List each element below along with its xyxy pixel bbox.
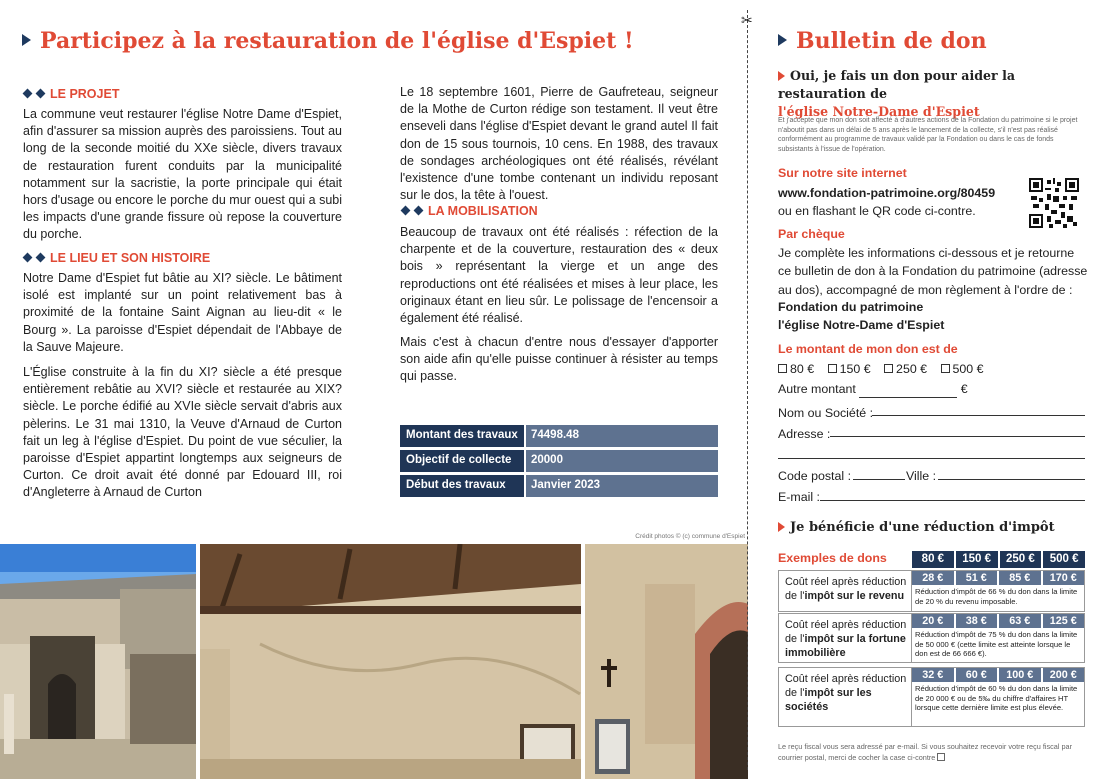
diamond-icon xyxy=(36,89,46,99)
triangle-bullet-icon xyxy=(778,34,787,46)
tax-note: Réduction d'impôt de 66 % du don dans la limite de 20 % du revenu imposable. xyxy=(915,587,1078,606)
email-field[interactable] xyxy=(820,500,1085,501)
address-field[interactable] xyxy=(830,436,1085,437)
example-amount: 250 € xyxy=(1000,551,1042,568)
mobilisation-paragraph-1: Beaucoup de travaux ont été réalisés : réfection de la charpente et de la couverture, restauration des « deux bois » représentant la vierge et un ange des reproductions ont été réalisées et mises à leur place, les originaux étant en lieu sûr. Le polissage de l'encensoir a également été réalisé. xyxy=(400,225,718,326)
info-row xyxy=(400,425,718,447)
cheque-heading: Par chèque xyxy=(778,227,845,241)
disclaimer-text: Et j'accepte que mon don soit affecté à d'autres actions de la Fondation du patrimoine si le projet n'aboutit pas dans un délai de 5 ans après le lancement de la collecte, s'il n'est pas réalisé conformément au programme de travaux validé par la Fondation ou dans le cas de fonds subsistants à l'issue de l'opération. xyxy=(778,117,1078,153)
tax-row-revenu xyxy=(778,570,1085,612)
diamond-icon xyxy=(23,253,33,263)
scissors-icon: ✂ xyxy=(741,12,753,28)
photo-credit: Crédit photos © (c) commune d'Espiet xyxy=(635,533,745,540)
projet-heading: LE PROJET xyxy=(24,87,119,101)
amount-option-500[interactable]: 500 € xyxy=(941,362,984,376)
info-value: 74498.48 xyxy=(526,425,718,447)
project-info-table xyxy=(400,425,718,500)
reduction-heading: Je bénéficie d'une réduction d'impôt xyxy=(778,520,1055,535)
checkbox[interactable] xyxy=(941,364,950,373)
info-row xyxy=(400,475,718,497)
info-label: Objectif de collecte xyxy=(400,450,524,472)
fiscal-receipt-note: Le reçu fiscal vous sera adressé par e-mail. Si vous souhaitez recevoir votre reçu fiscal par courrier postal, merci de cocher la case ci-contre xyxy=(778,742,1073,762)
postal-receipt-checkbox[interactable] xyxy=(937,753,945,761)
triangle-bullet-icon xyxy=(22,34,31,46)
other-amount-field[interactable]: Autre montant € xyxy=(778,380,968,398)
histoire-heading: LE LIEU ET SON HISTOIRE xyxy=(24,251,210,265)
church-doorway-photo xyxy=(585,544,748,779)
checkbox[interactable] xyxy=(884,364,893,373)
payee-line-1: Fondation du patrimoine xyxy=(778,300,924,314)
triangle-bullet-icon xyxy=(778,522,785,532)
amount-option-150[interactable]: 150 € xyxy=(828,362,871,376)
qr-instruction: ou en flashant le QR code ci-contre. xyxy=(778,204,976,218)
example-amount: 150 € xyxy=(956,551,998,568)
tax-values: 20 € 38 € 63 € 125 € xyxy=(912,614,1084,628)
tax-row-label: Coût réel après réduction de l'impôt sur la fortune immobilière xyxy=(785,619,907,660)
web-heading: Sur notre site internet xyxy=(778,166,907,180)
diamond-icon xyxy=(36,253,46,263)
tax-values: 32 € 60 € 100 € 200 € xyxy=(912,668,1084,682)
bulletin-subtitle: Oui, je fais un don pour aider la restauration de l'église Notre-Dame d'Espiet xyxy=(778,68,1016,119)
projet-text: La commune veut restaurer l'église Notre Dame d'Espiet, afin d'assurer sa mission auprès des paroissiens. Tout au long de la seconde moitié du XXe siècle, divers travaux de restauration furent conduits par la municipalité notamment sur la sacristie, la porte principale qui était hors d'usage ou encore le porche du mur ouest qui a subi les impacts d'une grande fissure où repose la couverture du porche. xyxy=(23,107,342,242)
cut-line xyxy=(747,10,748,770)
mobilisation-heading: LA MOBILISATION xyxy=(402,204,538,218)
amount-options xyxy=(778,360,984,378)
histoire-paragraph-1: Notre Dame d'Espiet fut bâtie au XI? siècle. Le bâtiment isolé est implanté sur un point relativement bas à proximité de la fontaine Saint Aignan au lieu-dit « le Bourg ». La paroisse d'Espiet dépendait de l'Abbaye de la Sauve Majeure. xyxy=(23,271,342,354)
checkbox[interactable] xyxy=(778,364,787,373)
amount-option-250[interactable]: 250 € xyxy=(884,362,927,376)
info-row xyxy=(400,450,718,472)
name-field-label: Nom ou Société : xyxy=(778,406,874,420)
examples-header xyxy=(778,551,1085,568)
payee-line-2: l'église Notre-Dame d'Espiet xyxy=(778,318,945,332)
diamond-icon xyxy=(23,89,33,99)
diamond-icon xyxy=(414,206,424,216)
page-title xyxy=(22,28,634,54)
examples-label: Exemples de dons xyxy=(778,551,887,565)
info-value: Janvier 2023 xyxy=(526,475,718,497)
qr-code-icon[interactable] xyxy=(1029,178,1079,228)
tax-note: Réduction d'impôt de 75 % du don dans la limite de 50 000 € (cette limite est atteinte lorsque le don est de 66 666 €). xyxy=(915,630,1078,659)
amount-option-80[interactable]: 80 € xyxy=(778,362,814,376)
testament-paragraph: Le 18 septembre 1601, Pierre de Gaufreteau, seigneur de la Mothe de Curton rédige son testament. Il veut être enseveli dans l'église d'Espiet devant le grand autel Il fait don de 15 sous tournois, 10 cens. En 1988, des travaux de sondages archéologiques ont été réalisés, révélant l'existence d'une tombe contenant un individu reposant sur le dos, la tête à l'ouest. xyxy=(400,85,718,203)
cheque-instructions: Je complète les informations ci-dessous et je retourne ce bulletin de don à la Fondation du patrimoine (adresse au dos), accompagné de mon règlement à l'ordre de : xyxy=(778,246,1088,297)
diamond-icon xyxy=(401,206,411,216)
bulletin-title: Bulletin de don xyxy=(778,28,987,54)
email-field-label: E-mail : xyxy=(778,490,820,504)
example-amount: 80 € xyxy=(912,551,954,568)
postal-field-label: Code postal : xyxy=(778,469,852,483)
tax-note: Réduction d'impôt de 60 % du don dans la limite de 20 000 € ou de 5‰ du chiffre d'affaires HT lorsque cette dernière limite est plus élevée. xyxy=(915,684,1078,713)
tax-row-label: Coût réel après réduction de l'impôt sur les sociétés xyxy=(785,673,907,714)
checkbox[interactable] xyxy=(828,364,837,373)
info-value: 20000 xyxy=(526,450,718,472)
porch-interior-photo xyxy=(200,544,581,779)
amount-heading: Le montant de mon don est de xyxy=(778,342,958,356)
histoire-paragraph-2: L'Église construite à la fin du XI? siècle a été presque entièrement rebâtie au XVI? siècle et restaurée au XIX? siècle. Le porche édifié au XVIe siècle servait d'abris aux pèlerins. Le 31 mai 1310, la Veuve d'Arnaud de Curton fait un leg à l'église d'Espiet. Du point de vue séculier, la paroisse d'Espiet appartint longtemps aux seigneurs de Curton. Ce droit avait été donné par Edouard III, roi d'Angleterre à Arnaud de Curton xyxy=(23,365,342,500)
web-url-link[interactable]: www.fondation-patrimoine.org/80459 xyxy=(778,186,996,200)
info-label: Montant des travaux xyxy=(400,425,524,447)
tax-row-societes xyxy=(778,667,1085,727)
subtitle-church-name: l'église Notre-Dame d'Espiet xyxy=(778,104,980,119)
city-field-label: Ville : xyxy=(906,469,937,483)
example-amount: 500 € xyxy=(1043,551,1085,568)
other-amount-input[interactable] xyxy=(859,386,957,398)
tax-row-ifi xyxy=(778,613,1085,663)
postal-code-field[interactable] xyxy=(853,479,905,480)
info-label: Début des travaux xyxy=(400,475,524,497)
tax-values: 28 € 51 € 85 € 170 € xyxy=(912,571,1084,585)
address-field-label: Adresse : xyxy=(778,427,831,441)
tax-row-label: Coût réel après réduction de l'impôt sur le revenu xyxy=(785,576,907,603)
triangle-bullet-icon xyxy=(778,71,785,81)
address-field-line-2[interactable] xyxy=(778,458,1085,459)
church-exterior-photo xyxy=(0,544,196,779)
mobilisation-paragraph-2: Mais c'est à chacun d'entre nous d'essayer d'apporter son aide afin qu'elle puisse continuer à résister au temps qui passe. xyxy=(400,335,718,384)
page-title-text: Participez à la restauration de l'église d'Espiet ! xyxy=(40,28,634,54)
city-field[interactable] xyxy=(938,479,1085,480)
name-field[interactable] xyxy=(872,415,1085,416)
